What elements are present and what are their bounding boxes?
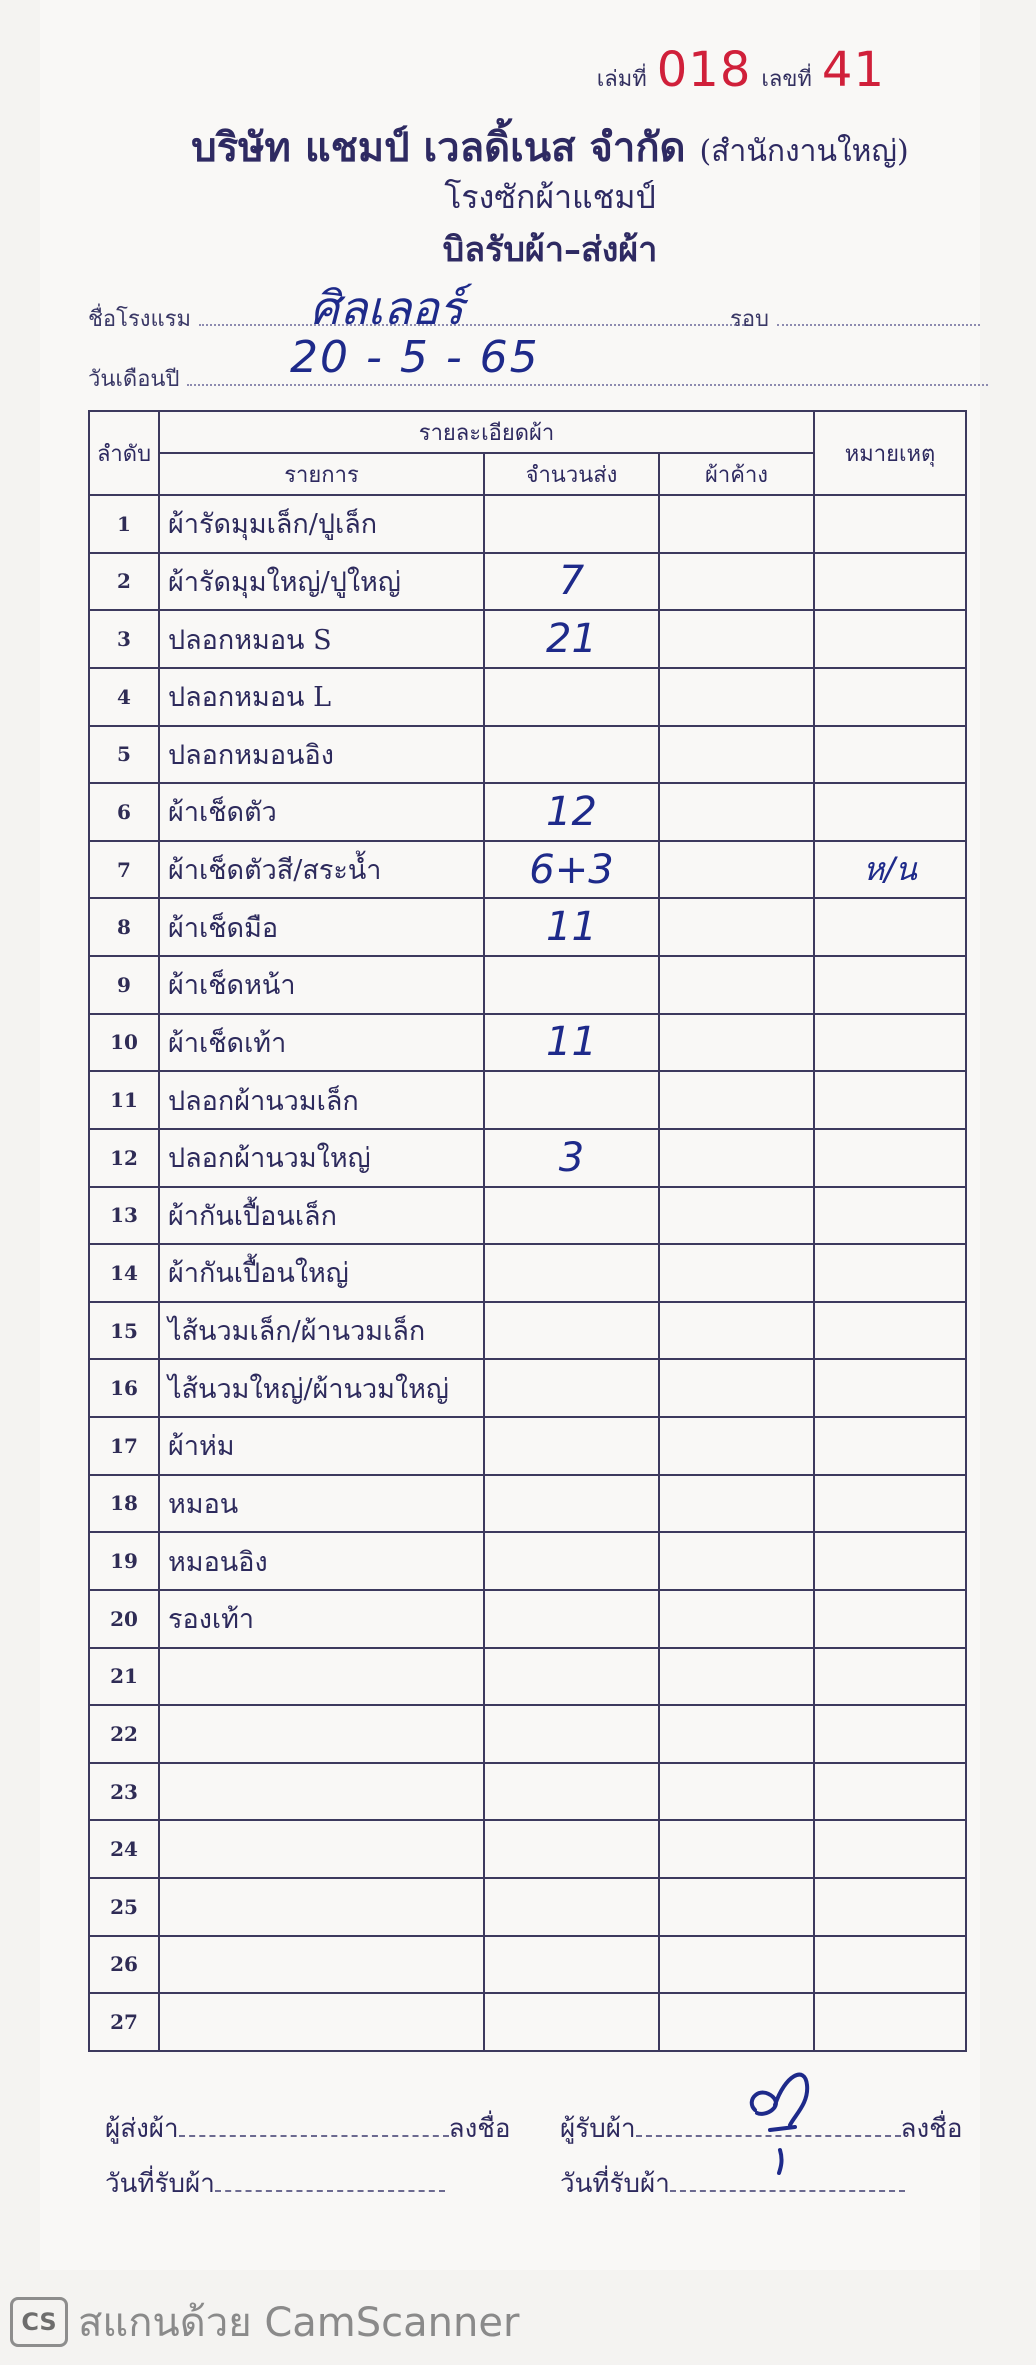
table-row [89,668,966,726]
row-pending [659,1532,814,1590]
row-number: 12 [89,1129,159,1187]
receiver-handwritten-signature [735,2055,825,2175]
row-qty [484,1475,659,1533]
row-number: 6 [89,783,159,841]
row-qty: 3 [484,1129,659,1187]
table-row [89,610,966,668]
col-no-header: ลำดับ [89,411,159,495]
row-qty: 11 [484,1014,659,1072]
sender-label: ผู้ส่งผ้า [105,2114,179,2144]
row-number: 14 [89,1244,159,1302]
row-qty: 7 [484,553,659,611]
table-row [89,1648,966,1706]
row-qty: 6+3 [484,841,659,899]
row-item [159,1936,484,1994]
row-number: 16 [89,1359,159,1417]
table-row [89,1244,966,1302]
date-label: วันเดือนปี [88,367,180,392]
row-pending [659,1648,814,1706]
row-item: ผ้าเช็ดเท้า [159,1014,484,1072]
row-item [159,1705,484,1763]
row-note [814,495,966,553]
row-number: 7 [89,841,159,899]
round-dotted-line [777,300,980,326]
row-number: 3 [89,610,159,668]
book-number-block [597,42,885,98]
row-note [814,1475,966,1533]
row-number: 18 [89,1475,159,1533]
row-item [159,1993,484,2051]
row-number: 4 [89,668,159,726]
row-note [814,1129,966,1187]
row-pending [659,610,814,668]
row-qty [484,495,659,553]
row-item: ผ้าห่ม [159,1417,484,1475]
table-row [89,1936,966,1994]
table-row [89,1302,966,1360]
row-number: 20 [89,1590,159,1648]
row-pending [659,495,814,553]
row-number: 9 [89,956,159,1014]
receiver-date-label: วันที่รับผ้า [560,2169,670,2199]
receiver-date [560,2163,905,2204]
table-row [89,1590,966,1648]
camscanner-logo: CS [10,2297,68,2347]
row-qty [484,1244,659,1302]
row-item [159,1763,484,1821]
row-note [814,1359,966,1417]
row-pending [659,1071,814,1129]
round-field [730,300,980,336]
row-item: ปลอกผ้านวมเล็ก [159,1071,484,1129]
table-row [89,1129,966,1187]
row-note [814,668,966,726]
row-qty [484,1187,659,1245]
row-note [814,1244,966,1302]
row-pending [659,553,814,611]
row-item: ปลอกหมอน L [159,668,484,726]
row-number: 23 [89,1763,159,1821]
row-note [814,783,966,841]
table-row [89,1359,966,1417]
form-title: บิลรับผ้า–ส่งผ้า [442,230,658,270]
row-number: 13 [89,1187,159,1245]
row-number: 19 [89,1532,159,1590]
row-pending [659,726,814,784]
volume-number: 018 [656,42,752,98]
sender-date-line [215,2190,445,2192]
row-number: 26 [89,1936,159,1994]
row-note [814,1936,966,1994]
col-qty-header: จำนวนส่ง [484,453,659,495]
sender-signature [105,2108,511,2149]
row-item: รองเท้า [159,1590,484,1648]
row-note: ห/น [814,841,966,899]
table-row [89,783,966,841]
table-row [89,726,966,784]
hotel-value: ศิลเลอร์ [310,281,464,335]
row-number: 25 [89,1878,159,1936]
row-pending [659,1820,814,1878]
row-pending [659,1878,814,1936]
row-item: ผ้าเช็ดตัวสี/สระน้ำ [159,841,484,899]
table-row [89,956,966,1014]
date-value: 20 - 5 - 65 [290,332,540,383]
sender-line [179,2135,449,2137]
table-row [89,1993,966,2051]
row-pending [659,898,814,956]
row-item [159,1648,484,1706]
row-qty: 12 [484,783,659,841]
receiver-label: ผู้รับผ้า [560,2114,636,2144]
table-row [89,841,966,899]
row-qty: 21 [484,610,659,668]
row-note [814,1820,966,1878]
number-label: เลขที่ [761,67,812,92]
table-row [89,1705,966,1763]
col-note-header: หมายเหตุ [814,411,966,495]
row-item [159,1878,484,1936]
row-pending [659,1359,814,1417]
receiver-sign-label: ลงชื่อ [900,2114,963,2144]
row-number: 11 [89,1071,159,1129]
row-qty [484,1820,659,1878]
row-item: หมอนอิง [159,1532,484,1590]
row-pending [659,1993,814,2051]
hotel-label: ชื่อโรงแรม [88,307,192,332]
row-pending [659,841,814,899]
row-number: 5 [89,726,159,784]
row-pending [659,1590,814,1648]
row-number: 8 [89,898,159,956]
row-item: ผ้าเช็ดตัว [159,783,484,841]
row-qty [484,1878,659,1936]
row-item: ผ้ากันเปื้อนใหญ่ [159,1244,484,1302]
row-qty [484,956,659,1014]
row-qty [484,1590,659,1648]
row-pending [659,1014,814,1072]
row-item: ผ้าเช็ดหน้า [159,956,484,1014]
row-pending [659,1302,814,1360]
row-note [814,1532,966,1590]
table-row [89,553,966,611]
row-pending [659,668,814,726]
table-row [89,1417,966,1475]
row-number: 10 [89,1014,159,1072]
row-item: หมอน [159,1475,484,1533]
row-item: ปลอกหมอน S [159,610,484,668]
row-note [814,1878,966,1936]
row-number: 17 [89,1417,159,1475]
table-row [89,1763,966,1821]
row-note [814,1014,966,1072]
row-qty [484,1763,659,1821]
row-item: ปลอกหมอนอิง [159,726,484,784]
volume-label: เล่มที่ [596,67,647,92]
receiver-date-line [670,2190,905,2192]
row-item: ปลอกผ้านวมใหญ่ [159,1129,484,1187]
row-qty: 11 [484,898,659,956]
sender-sign-label: ลงชื่อ [448,2114,511,2144]
laundry-table [88,410,967,2052]
table-row [89,1878,966,1936]
row-qty [484,1417,659,1475]
row-note [814,1417,966,1475]
row-pending [659,1417,814,1475]
row-note [814,1648,966,1706]
row-item: ผ้ารัดมุมเล็ก/ปูเล็ก [159,495,484,553]
row-item: ผ้ารัดมุมใหญ่/ปูใหญ่ [159,553,484,611]
row-note [814,1763,966,1821]
row-number: 15 [89,1302,159,1360]
table-row [89,1014,966,1072]
row-pending [659,783,814,841]
row-pending [659,1129,814,1187]
row-note [814,1302,966,1360]
company-name-text: บริษัท แชมป์ เวลดิ้เนส จำกัด [191,124,686,171]
bill-number: 41 [821,42,885,98]
table-row [89,898,966,956]
table-row [89,1820,966,1878]
row-note [814,1590,966,1648]
row-qty [484,1648,659,1706]
row-qty [484,1936,659,1994]
hotel-dotted-line [199,300,748,326]
row-note [814,898,966,956]
table-row [89,1187,966,1245]
row-note [814,1705,966,1763]
row-item: ผ้าเช็ดมือ [159,898,484,956]
row-item [159,1820,484,1878]
camscanner-watermark [10,2290,519,2354]
col-pending-header: ผ้าค้าง [659,453,814,495]
row-note [814,553,966,611]
row-pending [659,1936,814,1994]
row-number: 27 [89,1993,159,2051]
row-qty [484,1532,659,1590]
row-number: 2 [89,553,159,611]
row-note [814,1993,966,2051]
row-item: ไส้นวมเล็ก/ผ้านวมเล็ก [159,1302,484,1360]
row-pending [659,1187,814,1245]
row-note [814,956,966,1014]
row-qty [484,1993,659,2051]
row-pending [659,1763,814,1821]
row-qty [484,1359,659,1417]
row-item: ไส้นวมใหญ่/ผ้านวมใหญ่ [159,1359,484,1417]
row-number: 21 [89,1648,159,1706]
col-item-header: รายการ [159,453,484,495]
row-pending [659,956,814,1014]
company-branch: (สำนักงานใหญ่) [699,134,909,169]
sender-date-label: วันที่รับผ้า [105,2169,215,2199]
row-note [814,726,966,784]
watermark-text: สแกนด้วย CamScanner [78,2300,520,2346]
row-qty [484,1302,659,1360]
table-row [89,1071,966,1129]
col-detail-header: รายละเอียดผ้า [159,411,814,453]
row-number: 1 [89,495,159,553]
row-item: ผ้ากันเปื้อนเล็ก [159,1187,484,1245]
row-qty [484,1705,659,1763]
sender-date [105,2163,445,2204]
table-row [89,495,966,553]
row-note [814,610,966,668]
row-qty [484,668,659,726]
row-pending [659,1705,814,1763]
company-subtitle: โรงซักผ้าแชมป์ [444,178,656,216]
row-number: 24 [89,1820,159,1878]
row-qty [484,726,659,784]
table-row [89,1475,966,1533]
row-note [814,1071,966,1129]
row-qty [484,1071,659,1129]
table-row [89,1532,966,1590]
row-note [814,1187,966,1245]
row-pending [659,1244,814,1302]
company-name [120,115,980,179]
round-label: รอบ [730,307,769,332]
row-number: 22 [89,1705,159,1763]
row-pending [659,1475,814,1533]
